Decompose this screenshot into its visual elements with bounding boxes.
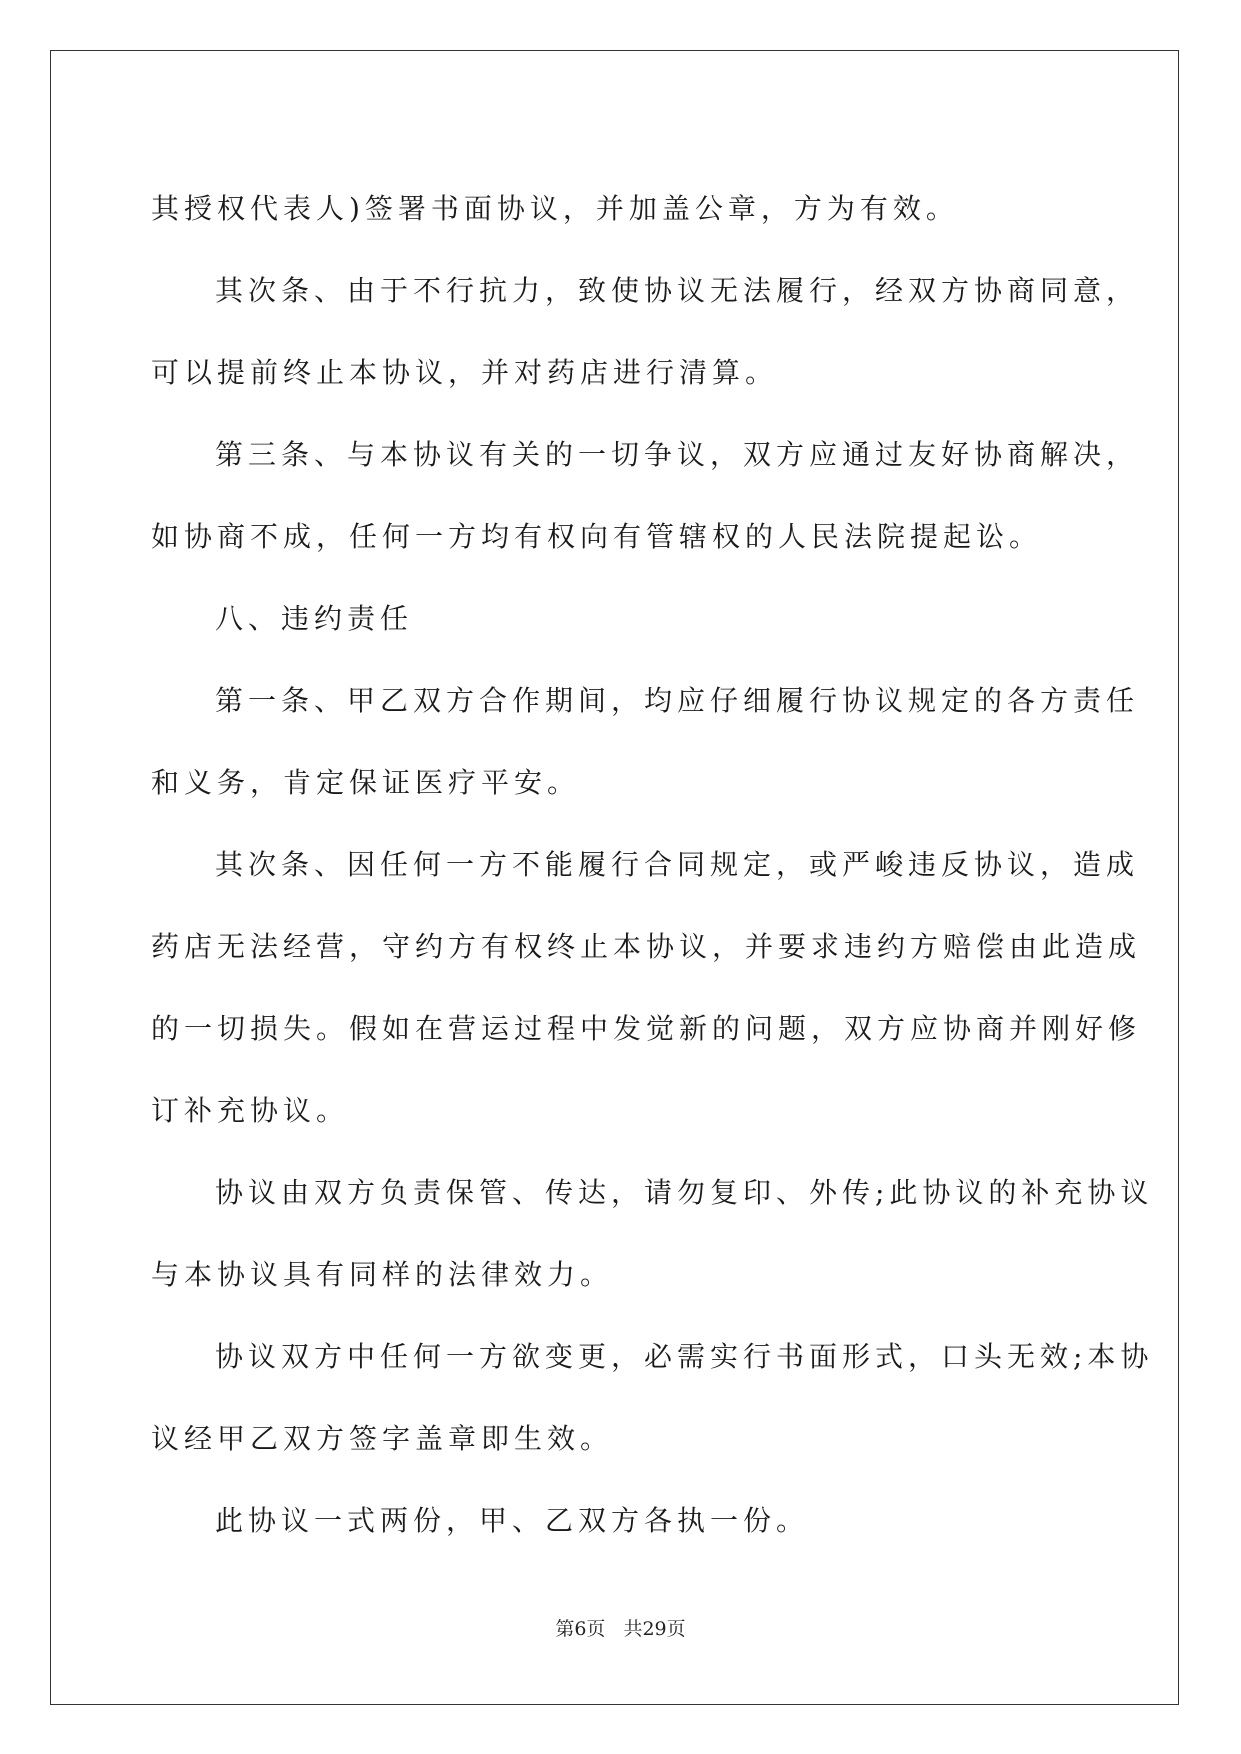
body-line: 和义务，肯定保证医疗平安。 [151,766,581,799]
body-line: 其次条、由于不行抗力，致使协议无法履行，经双方协商同意， [215,274,1140,307]
body-line: 其授权代表人)签署书面协议，并加盖公章，方为有效。 [151,192,959,225]
total-pages: 共29页 [623,1618,686,1640]
body-line: 第一条、甲乙双方合作期间，均应仔细履行协议规定的各方责任 [215,684,1140,717]
body-line: 协议由双方负责保管、传达，请勿复印、外传;此协议的补充协议 [215,1176,1154,1209]
body-line: 第三条、与本协议有关的一切争议，双方应通过友好协商解决， [215,438,1140,471]
body-line: 如协商不成，任何一方均有权向有管辖权的人民法院提起讼。 [151,520,1043,553]
current-page-number: 第6页 [555,1618,606,1640]
body-line: 药店无法经营，守约方有权终止本协议，并要求违约方赔偿由此造成 [151,930,1142,963]
document-body [151,168,1154,1562]
page-footer [0,1614,1241,1641]
body-line: 订补充协议。 [151,1094,350,1127]
body-line: 其次条、因任何一方不能履行合同规定，或严峻违反协议，造成 [215,848,1140,881]
section-heading: 八、违约责任 [215,602,414,635]
body-line: 与本协议具有同样的法律效力。 [151,1258,614,1291]
body-line: 的一切损失。假如在营运过程中发觉新的问题，双方应协商并刚好修 [151,1012,1142,1045]
body-line: 议经甲乙双方签字盖章即生效。 [151,1422,614,1455]
body-line: 此协议一式两份，甲、乙双方各执一份。 [215,1504,810,1537]
body-line: 协议双方中任何一方欲变更，必需实行书面形式，口头无效;本协 [215,1340,1154,1373]
body-line: 可以提前终止本协议，并对药店进行清算。 [151,356,779,389]
